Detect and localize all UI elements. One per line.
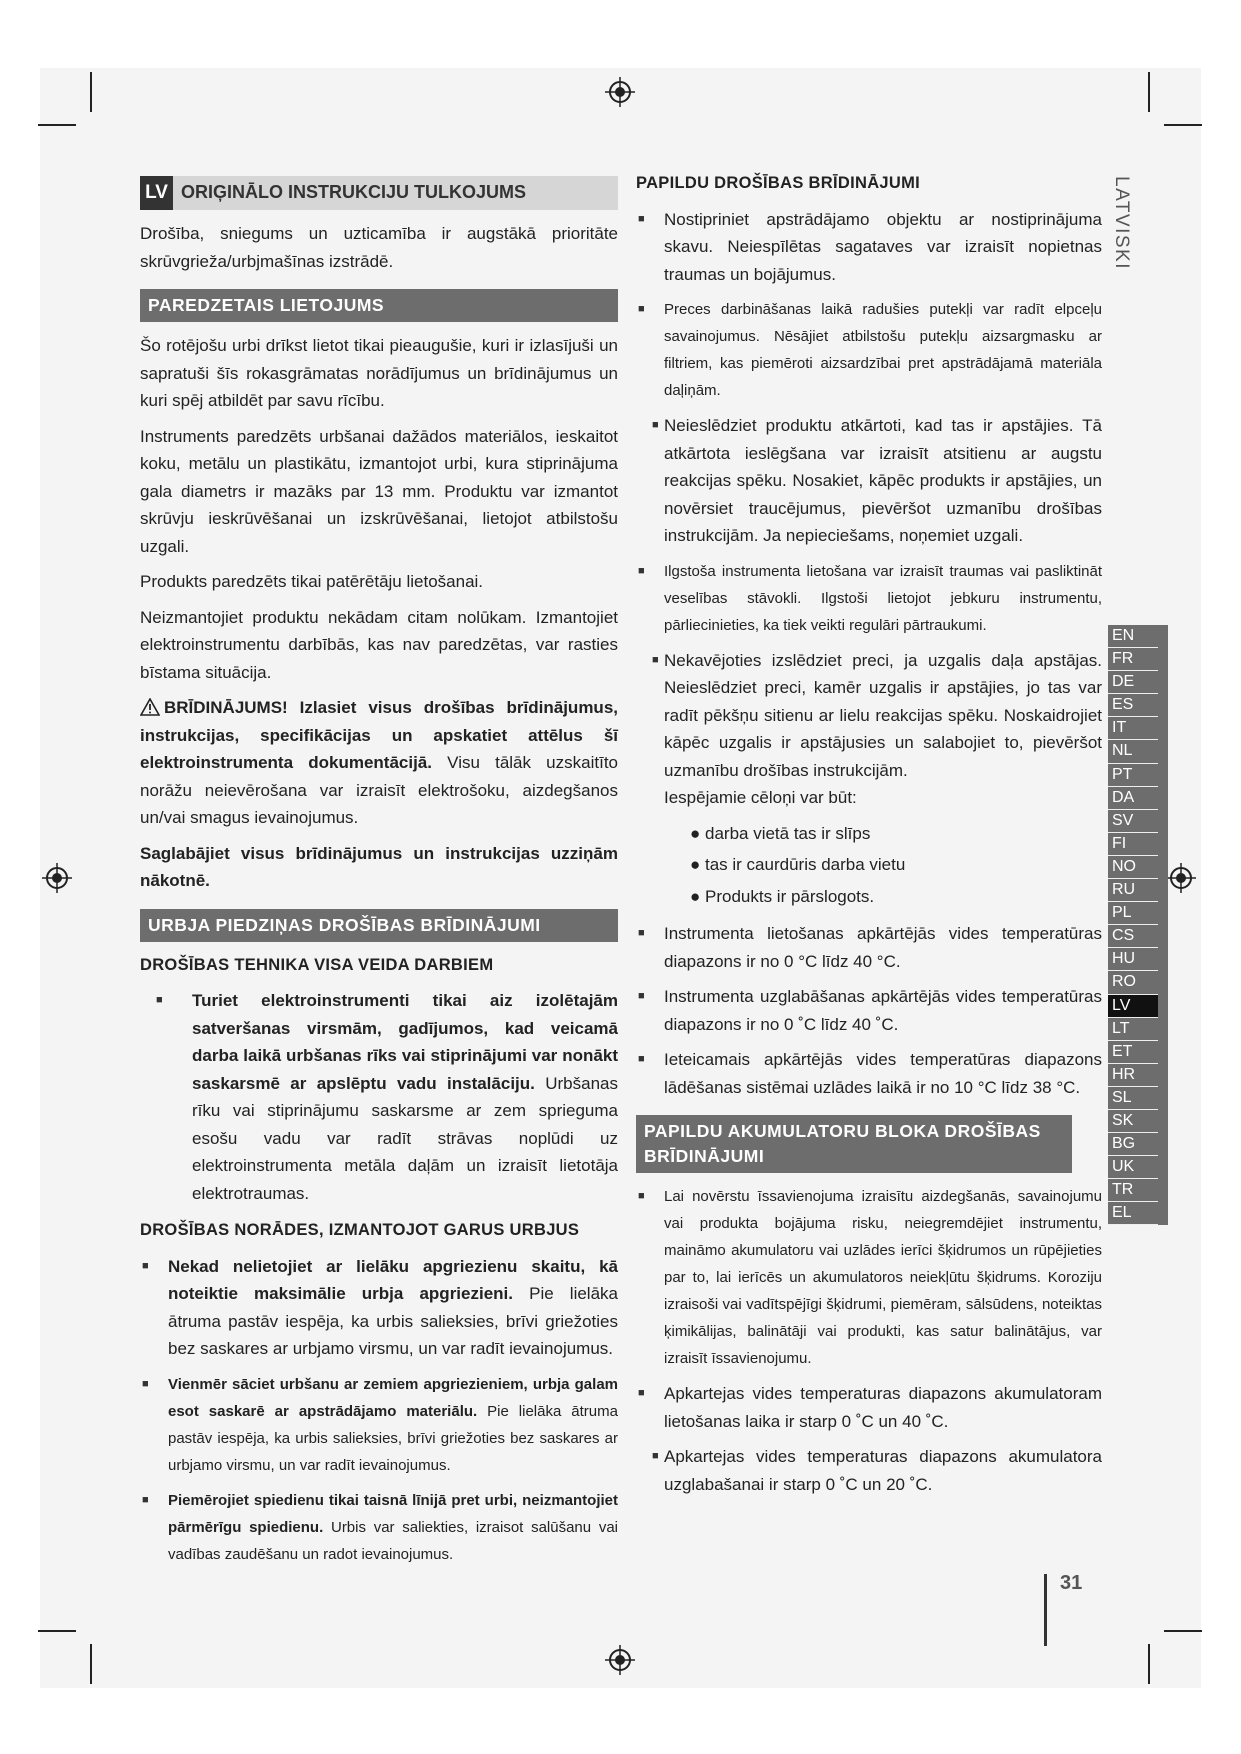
list-item: ■ Instrumenta lietošanas apkārtējās vides temperatūras diapazons ir no 0 °C līdz 40 °C.	[636, 920, 1102, 975]
left-column	[140, 176, 618, 1576]
crop-mark	[38, 124, 76, 126]
intro-text: Drošība, sniegums un uzticamība ir augstākā prioritāte skrūvgrieža/urbjmašīnas izstrādē.	[140, 224, 618, 271]
language-tab-da: DA	[1108, 787, 1158, 810]
crop-mark	[90, 1644, 92, 1684]
language-index	[1108, 625, 1168, 1225]
registration-mark-icon	[1166, 863, 1196, 893]
language-tab-lv: LV	[1108, 995, 1158, 1018]
page-number: 31	[1060, 1572, 1083, 1594]
language-tab-bg: BG	[1108, 1133, 1158, 1156]
language-tab-pl: PL	[1108, 902, 1158, 925]
language-tab-fi: FI	[1108, 833, 1158, 856]
list-item: ■ Lai novērstu īssavienojuma izraisītu aizdegšanās, savainojumu vai produkta bojājuma risku, neiegremdējiet instrumentu, maināmo akumulatoru vai uzlādes ierīci šķidrumos un rūpējieties par to, lai ierīcēs un akumulatoros neiekļūtu šķidrums. Koroziju izraisoši vai vadītspējīgi šķidrumi, piemēram, sālsūdens, noteiktas ķimikālijas, balinātāji vai produkti, kas satur balinātājus, var izraisīt īssavienojumu.	[636, 1183, 1102, 1372]
section-heading-intended-use: PAREDZETAIS LIETOJUMS	[140, 289, 618, 322]
warning-bold-text: BRĪDINĀJUMS! Izlasiet visus drošības brīdinājumus, instrukcijas, specifikācijas un apskatiet attēlus šī elektroinstrumenta dokumentācijā.	[140, 698, 618, 772]
section-heading-additional-safety: PAPILDU DROŠĪBAS BRĪDINĀJUMI	[636, 174, 921, 192]
right-column	[636, 166, 1102, 1506]
list-item	[140, 1371, 618, 1479]
subheading: DROŠĪBAS NORĀDES, IZMANTOJOT GARUS URBJUS	[140, 1221, 580, 1239]
language-tab-ru: RU	[1108, 879, 1158, 902]
list-item: ■ Ieteicamais apkārtējās vides temperatūras diapazons lādēšanas sistēmai uzlādes laikā ir no 10 °C līdz 38 °C.	[636, 1046, 1102, 1101]
language-tag: LV	[140, 176, 173, 210]
language-tab-et: ET	[1108, 1041, 1158, 1064]
list-item-bold: Turiet elektroinstrumenti tikai aiz izolētajām satveršanas virsmām, gadījumos, kad veicamā darba laikā urbšanas rīks vai stiprinājumi var nonākt saskarsmē ar apslēptu vadu instalāciju.	[192, 991, 618, 1093]
list-item-bold: Nekad nelietojiet ar lielāku apgriezienu skaitu, kā noteiktie maksimālie urbja apgriezieni.	[168, 1256, 618, 1303]
language-tab-el: EL	[1108, 1202, 1158, 1225]
bullet-point: ● tas ir caurdūris darba vietu	[690, 855, 906, 874]
page-title: ORIĢINĀLO INSTRUKCIJU TULKOJUMS	[181, 182, 527, 203]
crop-mark	[1164, 124, 1202, 126]
language-tab-es: ES	[1108, 694, 1158, 717]
list-item: ■ Apkartejas vides temperaturas diapazons akumulatora uzglabašanai ir starp 0 ˚C un 20 ˚C.	[636, 1443, 1102, 1498]
warning-paragraph	[140, 694, 618, 832]
list-item-text: Iespējamie cēloņi var būt:	[664, 788, 857, 807]
language-tab-nl: NL	[1108, 740, 1158, 763]
list-item-text: Nekavējoties izslēdziet preci, ja uzgalis daļa apstājas. Neieslēdziet preci, kamēr uzgalis ir apstājies, jo tas var radīt pēkšņu sitienu ar lielu reakcijas spēku. Noskaidrojiet kāpēc uzgalis ir apstājusies un salabojiet to, pievēršot uzmanību drošības instrukcijām.	[664, 650, 1102, 780]
bullet-text: Produkts ir pārslogots.	[705, 886, 875, 906]
bullet-point: ● darba vietā tas ir slīps	[690, 823, 871, 843]
language-tab-fr: FR	[1108, 648, 1158, 671]
list-item	[140, 1487, 618, 1568]
language-tab-uk: UK	[1108, 1156, 1158, 1179]
crop-mark	[1148, 72, 1150, 112]
paragraph: Neizmantojiet produktu nekādam citam nolūkam. Izmantojiet elektroinstrumentu darbībās, kas nav paredzētas, var rasties bīstama situācija.	[140, 607, 618, 682]
language-tab-lt: LT	[1108, 1018, 1158, 1041]
language-tab-de: DE	[1108, 671, 1158, 694]
bullet-text: tas ir caurdūris darba vietu	[705, 855, 906, 874]
list-item	[140, 987, 618, 1207]
paragraph: Šo rotējošu urbi drīkst lietot tikai pieaugušie, kuri ir izlasījuši un sapratuši šīs rokasgrāmatas norādījumus un brīdinājumus un kuri spēj atbildēt par savu rīcību.	[140, 336, 618, 410]
language-tab-cs: CS	[1108, 925, 1158, 948]
crop-mark	[38, 1630, 76, 1632]
language-tab-hr: HR	[1108, 1064, 1158, 1087]
list-item-text: Urbis var saliekties, izraisot salūšanu vai vadības zaudēšanu un radot ievainojumus.	[168, 1518, 619, 1563]
list-item: ■ Nostipriniet apstrādājamo objektu ar nostiprinājuma skavu. Neiespīlētas sagataves var izraisīt nopietnas traumas un bojājumus.	[636, 206, 1102, 289]
list-item-text: Pie lielāka ātruma pastāv iespēja, ka urbis salieksies, brīvi griežoties bez saskares ar urbjamo virsmu, un var radīt ievainojumus.	[168, 1284, 618, 1358]
list-item: ■ Apkartejas vides temperaturas diapazons akumulatoram lietošanas laika ir starp 0 ˚C un 40 ˚C.	[636, 1380, 1102, 1435]
registration-mark-icon	[42, 863, 72, 893]
warning-triangle-icon	[140, 698, 160, 716]
language-side-label: LATVISKI	[1111, 176, 1132, 271]
paragraph: Produkts paredzēts tikai patērētāju lietošanai.	[140, 572, 484, 591]
crop-mark	[1164, 1630, 1202, 1632]
list-item-bold: Vienmēr sāciet urbšanu ar zemiem apgriezieniem, urbja galam esot saskarē ar apstrādājamo materiālu.	[168, 1375, 618, 1420]
subheading: DROŠĪBAS TEHNIKA VISA VEIDA DARBIEM	[140, 955, 494, 974]
list-item: ■ Ilgstoša instrumenta lietošana var izraisīt traumas vai pasliktināt veselības stāvokli. Ilgstoši lietojot jebkuru instrumentu, pārliecinieties, ka tiek veikti regulāri pārtraukumi.	[636, 558, 1102, 639]
list-item: ■ Instrumenta uzglabāšanas apkārtējās vides temperatūras diapazons ir no 0 ˚C līdz 40 ˚C.	[636, 983, 1102, 1038]
language-tab-sv: SV	[1108, 810, 1158, 833]
language-tab-no: NO	[1108, 856, 1158, 879]
list-item	[140, 1253, 618, 1363]
language-tab-it: IT	[1108, 717, 1158, 740]
language-tab-hu: HU	[1108, 948, 1158, 971]
crop-mark	[1148, 1644, 1150, 1684]
language-tab-pt: PT	[1108, 764, 1158, 787]
warning-text: Visu tālāk uzskaitīto norāžu neievērošana var izraisīt elektrošoku, aizdegšanos un/vai smagus ievainojumus.	[140, 753, 618, 827]
paragraph: Instruments paredzēts urbšanai dažādos materiālos, ieskaitot koku, metālu un plastikātu, izmantojot urbi, kura stiprinājuma gala diametrs ir mazāks par 13 mm. Produktu var izmantot skrūvju ieskrūvēšanai un izskrūvēšanai, lietojot atbilstošu uzgali.	[140, 426, 618, 556]
list-item: ■ Preces darbināšanas laikā radušies putekļi var radīt elpceļu savainojumus. Nēsājiet atbilstošu putekļu aizsargmasku ar filtriem, kas piemēroti aizsardzībai pret apstrādājamā materiāla daļiņām.	[636, 296, 1102, 404]
bullet-point: ● Produkts ir pārslogots.	[690, 886, 875, 906]
registration-mark-icon	[605, 77, 635, 107]
language-tab-en: EN	[1108, 625, 1158, 648]
list-item-text: Pie lielāka ātruma pastāv iespēja, ka urbis salieksies, brīvi griežoties bez saskares ar urbjamo virsmu, un var radīt ievainojumus.	[168, 1402, 618, 1474]
list-item-bold: Piemērojiet spiedienu tikai taisnā līnijā pret urbi, neizmantojiet pārmērīgu spiedienu.	[168, 1491, 618, 1536]
list-item	[636, 647, 1102, 812]
list-item: ■ Neieslēdziet produktu atkārtoti, kad tas ir apstājies. Tā atkārtota ieslēgšana var izraisīt atsitienu ar augstu reakcijas spēku. Nosakiet, kāpēc produkts ir apstājies, un novērsiet traucējumus, pievēršot uzmanību drošības instrukcijām. Ja nepieciešams, noņemiet uzgali.	[636, 412, 1102, 550]
language-tab-ro: RO	[1108, 971, 1158, 994]
keep-instructions-text: Saglabājiet visus brīdinājumus un instrukcijas uzziņām nākotnē.	[140, 843, 618, 890]
language-tab-sl: SL	[1108, 1087, 1158, 1110]
section-heading-battery-safety: PAPILDU AKUMULATORU BLOKA DROŠĪBAS BRĪDINĀJUMI	[636, 1115, 1072, 1173]
crop-mark	[90, 72, 92, 112]
language-tab-sk: SK	[1108, 1110, 1158, 1133]
registration-mark-icon	[605, 1645, 635, 1675]
bullet-text: darba vietā tas ir slīps	[705, 823, 871, 843]
section-heading-drill-safety: URBJA PIEDZIŅAS DROŠĪBAS BRĪDINĀJUMI	[140, 909, 618, 942]
list-item-text: Urbšanas rīku vai stiprinājumu saskarsme ar zem sprieguma esošu vadu var radīt strāvas noplūdi uz elektroinstrumenta metāla daļām un izraisīt lietotāja elektrotraumas.	[192, 1073, 618, 1203]
page-number-divider	[1044, 1574, 1047, 1646]
title-bar	[140, 176, 618, 210]
language-tab-tr: TR	[1108, 1179, 1158, 1202]
